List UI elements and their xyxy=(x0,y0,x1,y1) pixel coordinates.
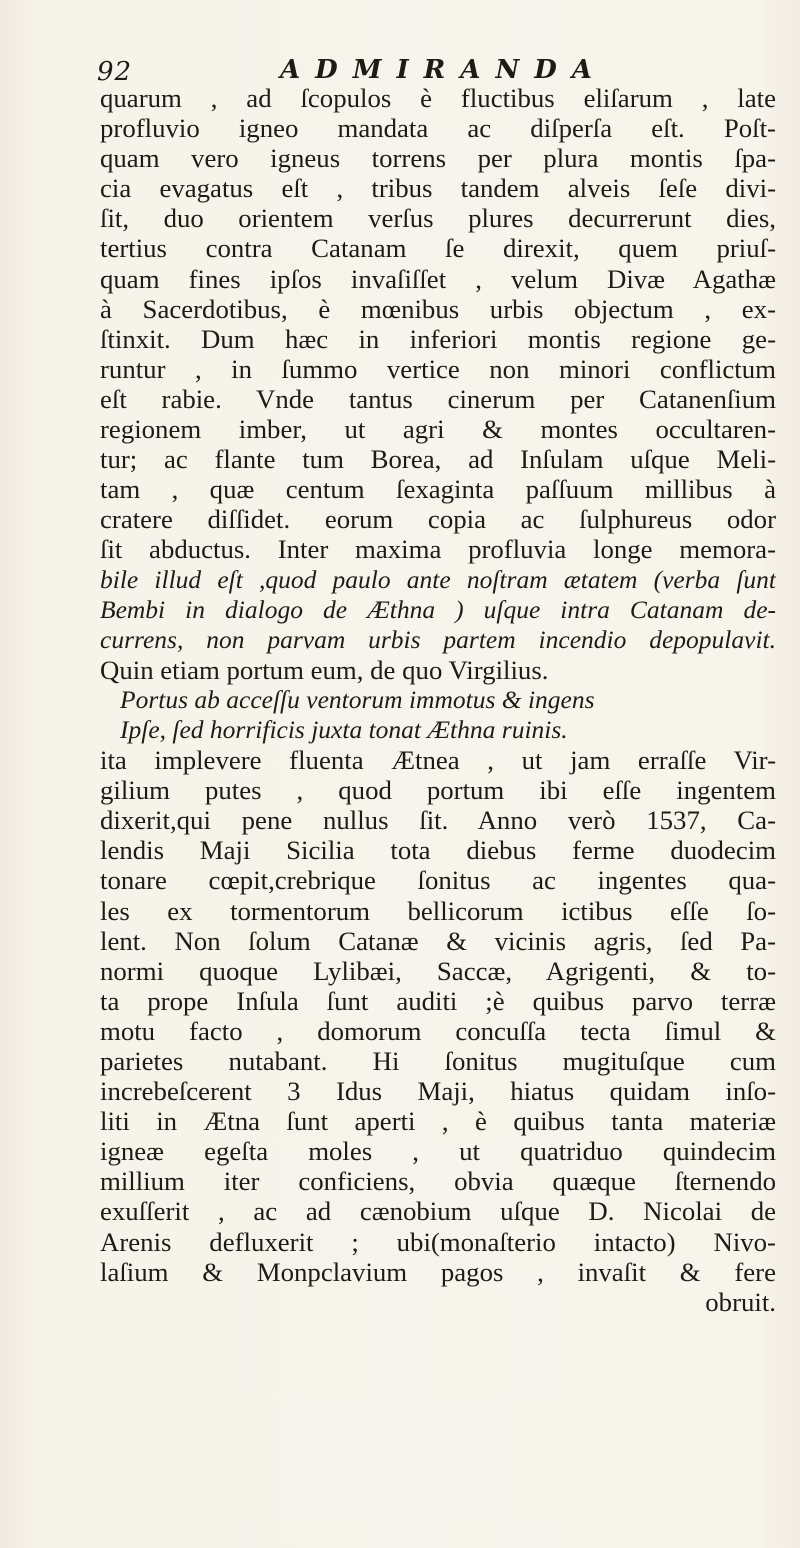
text-line: les ex tormentorum bellicorum ictibus eſſe ſo- xyxy=(100,895,776,926)
text-line: ſtinxit. Dum hæc in inferiori montis regione ge- xyxy=(100,323,776,354)
text-line: ta prope Inſula ſunt auditi ;è quibus parvo terræ xyxy=(100,985,776,1016)
text-line: motu facto , domorum concuſſa tecta ſimul & xyxy=(100,1015,776,1046)
text-line: eſt rabie. Vnde tantus cinerum per Catanenſium xyxy=(100,383,776,414)
text-line: gilium putes , quod portum ibi eſſe ingentem xyxy=(100,775,776,806)
text-line: regionem imber, ut agri & montes occultaren- xyxy=(100,414,776,445)
text-line: tam , quæ centum ſexaginta paſſuum millibus à xyxy=(100,474,776,505)
text-line: lendis Maji Sicilia tota diebus ferme duodecim xyxy=(100,835,776,866)
quotation-line: Bembi in dialogo de Æthna ) uſque intra Catanam de- xyxy=(100,594,776,624)
body-text xyxy=(100,83,776,1317)
text-line: tertius contra Catanam ſe direxit, quem priuſ- xyxy=(100,233,776,264)
text-line: laſium & Monpclavium pagos , invaſit & fere xyxy=(100,1256,776,1287)
text-line: cratere diſſidet. eorum copia ac ſulphureus odor xyxy=(100,504,776,535)
text-line: exuſſerit , ac ad cænobium uſque D. Nicolai de xyxy=(100,1196,776,1227)
text-line: liti in Ætna ſunt aperti , è quibus tanta materiæ xyxy=(100,1106,776,1137)
text-line: tur; ac flante tum Borea, ad Inſulam uſque Meli- xyxy=(100,444,776,475)
text-line: millium iter conficiens, obvia quæque ſternendo xyxy=(100,1166,776,1197)
quotation-line: currens, non parvam urbis partem incendio depopulavit. xyxy=(100,624,776,654)
verse-line: Ipſe, ſed horrificis juxta tonat Æthna ruinis. xyxy=(120,714,568,744)
text-line: quam vero igneus torrens per plura montis ſpa- xyxy=(100,143,776,174)
text-line: igneæ egeſta moles , ut quatriduo quindecim xyxy=(100,1136,776,1167)
text-line: increbeſcerent 3 Idus Maji, hiatus quidam inſo- xyxy=(100,1076,776,1107)
text-line: cia evagatus eſt , tribus tandem alveis ſeſe divi- xyxy=(100,173,776,204)
text-line: Arenis defluxerit ; ubi(monaſterio intacto) Nivo- xyxy=(100,1226,776,1257)
text-line: tonare cœpit,crebrique ſonitus ac ingentes qua- xyxy=(100,865,776,896)
text-line: quarum , ad ſcopulos è fluctibus eliſarum , late xyxy=(100,83,776,113)
verse-line: Portus ab acceſſu ventorum immotus & ingens xyxy=(120,684,595,714)
text-line: ſit abductus. Inter maxima profluvia longe memora- xyxy=(100,534,776,565)
page-number: 92 xyxy=(97,57,133,87)
text-line: profluvio igneo mandata ac diſperſa eſt. Poſt- xyxy=(100,113,776,144)
text-line: ſit, duo orientem verſus plures decurrerunt dies, xyxy=(100,203,776,234)
text-line-last: obruit. xyxy=(705,1286,776,1317)
running-head: ADMIRANDA xyxy=(280,55,607,85)
text-line: parietes nutabant. Hi ſonitus mugituſque cum xyxy=(100,1046,776,1076)
text-line: Quin etiam portum eum, de quo Virgilius. xyxy=(100,654,549,685)
text-line: normi quoque Lylibæi, Saccæ, Agrigenti, & to- xyxy=(100,955,776,986)
text-line: ita implevere fluenta Ætnea , ut jam erraſſe Vir- xyxy=(100,745,776,776)
quotation-line: bile illud eſt ,quod paulo ante noſtram ætatem (verba ſunt xyxy=(100,564,776,594)
text-line: runtur , in ſummo vertice non minori conflictum xyxy=(100,353,776,384)
text-line: à Sacerdotibus, è mœnibus urbis objectum , ex- xyxy=(100,293,776,324)
text-line: dixerit,qui pene nullus ſit. Anno verò 1537, Ca- xyxy=(100,805,776,836)
text-line: lent. Non ſolum Catanæ & vicinis agris, ſed Pa- xyxy=(100,925,776,956)
text-line: quam fines ipſos invaſiſſet , velum Divæ Agathæ xyxy=(100,263,776,294)
